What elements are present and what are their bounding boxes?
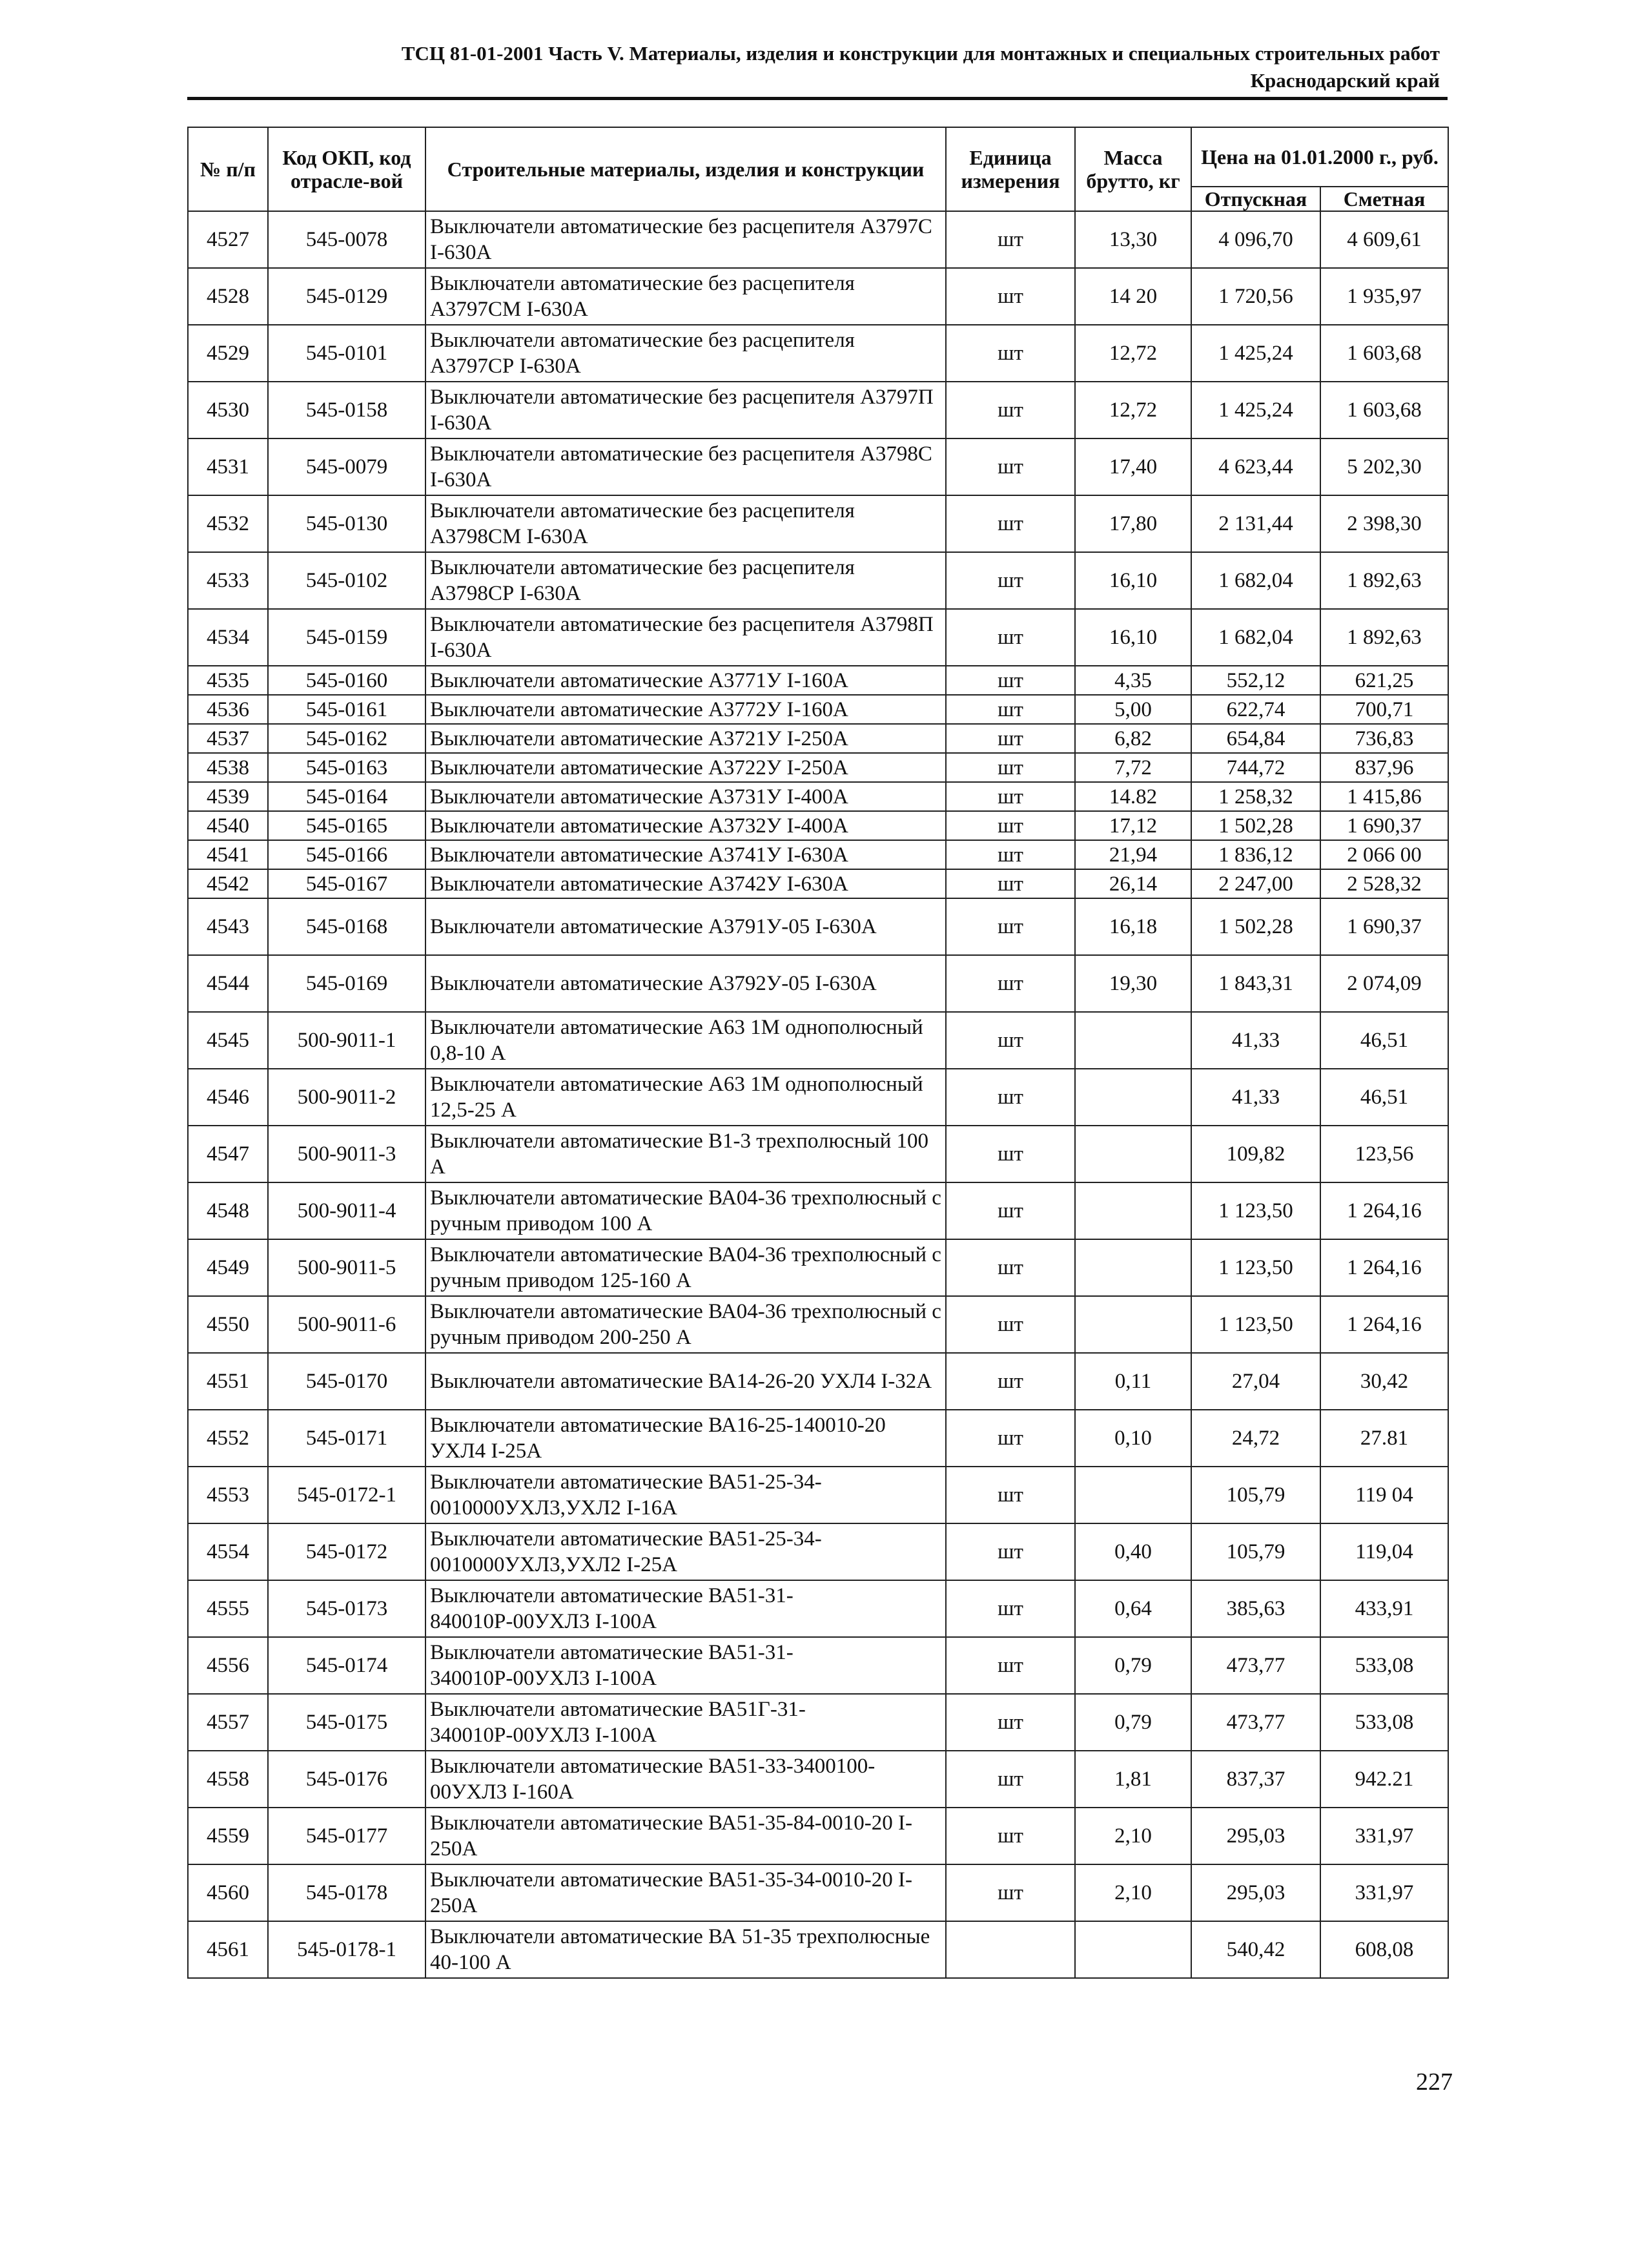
table-row [188,955,1448,1012]
cell-release-price: 2 247,00 [1191,869,1320,898]
cell-release-price: 1 123,50 [1191,1296,1320,1353]
cell-code: 545-0171 [268,1410,425,1467]
cell-num: 4548 [188,1182,268,1239]
cell-code: 545-0164 [268,782,425,811]
cell-release-price: 1 425,24 [1191,325,1320,382]
cell-code: 545-0159 [268,609,425,666]
cell-estimate-price: 46,51 [1320,1012,1448,1069]
cell-num: 4558 [188,1751,268,1808]
cell-mass: 12,72 [1075,382,1191,438]
col-header-unit: Единица измерения [946,127,1075,211]
cell-code: 545-0161 [268,695,425,724]
table-row [188,382,1448,438]
table-row [188,552,1448,609]
cell-code: 500-9011-5 [268,1239,425,1296]
cell-release-price: 1 843,31 [1191,955,1320,1012]
cell-name: Выключатели автоматические без расцепителя А3798С I-630А [425,438,946,495]
cell-unit: шт [946,1864,1075,1921]
cell-num: 4543 [188,898,268,955]
cell-mass: 16,18 [1075,898,1191,955]
cell-num: 4554 [188,1523,268,1580]
table-row [188,1523,1448,1580]
cell-estimate-price: 533,08 [1320,1694,1448,1751]
cell-num: 4561 [188,1921,268,1978]
cell-unit: шт [946,1523,1075,1580]
cell-code: 500-9011-4 [268,1182,425,1239]
cell-name: Выключатели автоматические ВА04-36 трехполюсный с ручным приводом 200-250 А [425,1296,946,1353]
cell-mass: 13,30 [1075,211,1191,268]
cell-unit: шт [946,1467,1075,1523]
cell-unit: шт [946,1182,1075,1239]
cell-estimate-price: 433,91 [1320,1580,1448,1637]
cell-release-price: 24,72 [1191,1410,1320,1467]
cell-unit: шт [946,1410,1075,1467]
cell-release-price: 4 623,44 [1191,438,1320,495]
cell-unit: шт [946,1239,1075,1296]
table-row [188,609,1448,666]
cell-mass [1075,1126,1191,1182]
table-header [188,127,1448,211]
cell-num: 4532 [188,495,268,552]
cell-mass: 5,00 [1075,695,1191,724]
cell-mass: 17,40 [1075,438,1191,495]
cell-num: 4537 [188,724,268,753]
cell-release-price: 41,33 [1191,1069,1320,1126]
col-header-price: Цена на 01.01.2000 г., руб. [1191,127,1448,187]
cell-code: 500-9011-6 [268,1296,425,1353]
cell-name: Выключатели автоматические А3741У I-630А [425,840,946,869]
cell-unit: шт [946,1069,1075,1126]
cell-num: 4547 [188,1126,268,1182]
cell-name: Выключатели автоматические ВА04-36 трехполюсный с ручным приводом 100 А [425,1182,946,1239]
cell-num: 4559 [188,1808,268,1864]
cell-num: 4541 [188,840,268,869]
cell-num: 4545 [188,1012,268,1069]
cell-code: 545-0101 [268,325,425,382]
cell-release-price: 295,03 [1191,1808,1320,1864]
cell-estimate-price: 123,56 [1320,1126,1448,1182]
cell-code: 545-0166 [268,840,425,869]
cell-name: Выключатели автоматические А3771У I-160А [425,666,946,695]
cell-estimate-price: 1 415,86 [1320,782,1448,811]
table-row [188,495,1448,552]
table-row [188,1751,1448,1808]
table-row [188,782,1448,811]
table-row [188,1296,1448,1353]
cell-unit: шт [946,1751,1075,1808]
col-header-mass: Масса брутто, кг [1075,127,1191,211]
cell-num: 4549 [188,1239,268,1296]
table-row [188,1126,1448,1182]
cell-mass: 16,10 [1075,609,1191,666]
cell-num: 4552 [188,1410,268,1467]
cell-release-price: 105,79 [1191,1467,1320,1523]
cell-mass: 0,79 [1075,1637,1191,1694]
cell-code: 545-0169 [268,955,425,1012]
cell-unit: шт [946,840,1075,869]
cell-mass: 6,82 [1075,724,1191,753]
cell-name: Выключатели автоматические без расцепителя А3798СМ I-630А [425,495,946,552]
cell-name: Выключатели автоматические без расцепителя А3798П I-630А [425,609,946,666]
cell-unit: шт [946,666,1075,695]
cell-num: 4546 [188,1069,268,1126]
cell-unit: шт [946,955,1075,1012]
cell-name: Выключатели автоматические ВА04-36 трехполюсный с ручным приводом 125-160 А [425,1239,946,1296]
cell-estimate-price: 533,08 [1320,1637,1448,1694]
cell-unit: шт [946,609,1075,666]
cell-unit: шт [946,869,1075,898]
cell-estimate-price: 1 264,16 [1320,1182,1448,1239]
cell-estimate-price: 1 690,37 [1320,811,1448,840]
cell-code: 545-0079 [268,438,425,495]
cell-release-price: 552,12 [1191,666,1320,695]
page-number: 227 [1416,2068,1453,2096]
cell-unit [946,1921,1075,1978]
cell-code: 545-0160 [268,666,425,695]
cell-mass: 21,94 [1075,840,1191,869]
cell-estimate-price: 30,42 [1320,1353,1448,1410]
cell-release-price: 1 682,04 [1191,552,1320,609]
cell-estimate-price: 1 935,97 [1320,268,1448,325]
table-row [188,1808,1448,1864]
cell-code: 545-0178-1 [268,1921,425,1978]
cell-num: 4551 [188,1353,268,1410]
cell-num: 4555 [188,1580,268,1637]
cell-estimate-price: 1 690,37 [1320,898,1448,955]
cell-unit: шт [946,1012,1075,1069]
cell-code: 545-0130 [268,495,425,552]
cell-name: Выключатели автоматические ВА51-31-840010Р-00УХЛ3 I-100А [425,1580,946,1637]
table-row [188,1694,1448,1751]
cell-unit: шт [946,268,1075,325]
table-row [188,1467,1448,1523]
cell-release-price: 744,72 [1191,753,1320,782]
cell-mass: 7,72 [1075,753,1191,782]
cell-name: Выключатели автоматические А3731У I-400А [425,782,946,811]
cell-code: 545-0167 [268,869,425,898]
cell-mass: 2,10 [1075,1864,1191,1921]
table-row [188,1353,1448,1410]
cell-code: 545-0162 [268,724,425,753]
cell-release-price: 109,82 [1191,1126,1320,1182]
cell-name: Выключатели автоматические без расцепителя А3798СР I-630А [425,552,946,609]
table-body [188,211,1448,1978]
cell-name: Выключатели автоматические ВА16-25-140010-20 УХЛ4 I-25А [425,1410,946,1467]
cell-release-price: 1 258,32 [1191,782,1320,811]
table-row [188,1069,1448,1126]
cell-release-price: 1 425,24 [1191,382,1320,438]
table-row [188,840,1448,869]
cell-estimate-price: 46,51 [1320,1069,1448,1126]
cell-code: 545-0173 [268,1580,425,1637]
cell-unit: шт [946,811,1075,840]
cell-name: Выключатели автоматические ВА51Г-31-340010Р-00УХЛ3 I-100А [425,1694,946,1751]
cell-release-price: 385,63 [1191,1580,1320,1637]
cell-mass: 19,30 [1075,955,1191,1012]
table-row [188,666,1448,695]
cell-unit: шт [946,1637,1075,1694]
cell-estimate-price: 700,71 [1320,695,1448,724]
cell-estimate-price: 5 202,30 [1320,438,1448,495]
cell-estimate-price: 2 528,32 [1320,869,1448,898]
cell-code: 545-0176 [268,1751,425,1808]
cell-code: 545-0158 [268,382,425,438]
cell-estimate-price: 736,83 [1320,724,1448,753]
cell-estimate-price: 2 398,30 [1320,495,1448,552]
cell-unit: шт [946,898,1075,955]
cell-release-price: 1 502,28 [1191,898,1320,955]
cell-unit: шт [946,438,1075,495]
cell-mass: 0,10 [1075,1410,1191,1467]
cell-release-price: 473,77 [1191,1637,1320,1694]
cell-unit: шт [946,1353,1075,1410]
cell-code: 545-0174 [268,1637,425,1694]
cell-unit: шт [946,552,1075,609]
table-row [188,211,1448,268]
cell-estimate-price: 608,08 [1320,1921,1448,1978]
cell-release-price: 4 096,70 [1191,211,1320,268]
table-row [188,1239,1448,1296]
cell-num: 4553 [188,1467,268,1523]
cell-estimate-price: 942.21 [1320,1751,1448,1808]
cell-code: 545-0165 [268,811,425,840]
cell-unit: шт [946,1296,1075,1353]
col-header-estimate: Сметная [1320,187,1448,211]
cell-estimate-price: 1 892,63 [1320,552,1448,609]
cell-mass: 16,10 [1075,552,1191,609]
table-row [188,811,1448,840]
cell-unit: шт [946,1580,1075,1637]
cell-num: 4557 [188,1694,268,1751]
cell-release-price: 540,42 [1191,1921,1320,1978]
cell-mass: 2,10 [1075,1808,1191,1864]
cell-estimate-price: 1 892,63 [1320,609,1448,666]
cell-name: Выключатели автоматические А3791У-05 I-630А [425,898,946,955]
cell-mass: 14.82 [1075,782,1191,811]
cell-mass: 0,40 [1075,1523,1191,1580]
cell-estimate-price: 1 603,68 [1320,382,1448,438]
cell-num: 4535 [188,666,268,695]
page-header [187,40,1440,94]
col-header-num: № п/п [188,127,268,211]
cell-release-price: 837,37 [1191,1751,1320,1808]
cell-name: Выключатели автоматические без расцепителя А3797СМ I-630А [425,268,946,325]
cell-estimate-price: 119,04 [1320,1523,1448,1580]
cell-release-price: 41,33 [1191,1012,1320,1069]
cell-code: 545-0163 [268,753,425,782]
cell-release-price: 1 720,56 [1191,268,1320,325]
cell-num: 4533 [188,552,268,609]
cell-num: 4527 [188,211,268,268]
cell-estimate-price: 2 066 00 [1320,840,1448,869]
col-header-release: Отпускная [1191,187,1320,211]
cell-estimate-price: 331,97 [1320,1808,1448,1864]
cell-name: Выключатели автоматические В1-3 трехполюсный 100 А [425,1126,946,1182]
cell-code: 545-0175 [268,1694,425,1751]
table-row [188,1182,1448,1239]
cell-unit: шт [946,495,1075,552]
table-row [188,753,1448,782]
cell-name: Выключатели автоматические А3772У I-160А [425,695,946,724]
cell-code: 500-9011-1 [268,1012,425,1069]
cell-release-price: 1 836,12 [1191,840,1320,869]
cell-name: Выключатели автоматические А63 1М однополюсный 12,5-25 А [425,1069,946,1126]
cell-estimate-price: 2 074,09 [1320,955,1448,1012]
cell-mass: 0,64 [1075,1580,1191,1637]
cell-name: Выключатели автоматические без расцепителя А3797С I-630А [425,211,946,268]
price-table [187,127,1449,1979]
table-row [188,268,1448,325]
cell-mass: 12,72 [1075,325,1191,382]
header-rule [187,97,1448,100]
cell-mass: 14 20 [1075,268,1191,325]
cell-unit: шт [946,1808,1075,1864]
col-header-code: Код ОКП, код отрасле-вой [268,127,425,211]
cell-estimate-price: 837,96 [1320,753,1448,782]
cell-estimate-price: 119 04 [1320,1467,1448,1523]
table-row [188,724,1448,753]
cell-code: 500-9011-3 [268,1126,425,1182]
cell-estimate-price: 331,97 [1320,1864,1448,1921]
cell-name: Выключатели автоматические А63 1М однополюсный 0,8-10 А [425,1012,946,1069]
cell-name: Выключатели автоматические А3722У I-250А [425,753,946,782]
cell-mass [1075,1182,1191,1239]
cell-num: 4556 [188,1637,268,1694]
cell-num: 4542 [188,869,268,898]
table-row [188,438,1448,495]
cell-name: Выключатели автоматические ВА51-25-34-0010000УХЛ3,УХЛ2 I-25А [425,1523,946,1580]
table-row [188,1580,1448,1637]
table-row [188,1864,1448,1921]
cell-mass [1075,1069,1191,1126]
cell-name: Выключатели автоматические без расцепителя А3797П I-630А [425,382,946,438]
cell-code: 545-0168 [268,898,425,955]
col-header-name: Строительные материалы, изделия и конструкции [425,127,946,211]
cell-unit: шт [946,1126,1075,1182]
cell-mass: 17,80 [1075,495,1191,552]
cell-num: 4550 [188,1296,268,1353]
cell-mass: 1,81 [1075,1751,1191,1808]
cell-unit: шт [946,753,1075,782]
cell-release-price: 2 131,44 [1191,495,1320,552]
cell-code: 545-0177 [268,1808,425,1864]
cell-name: Выключатели автоматические ВА14-26-20 УХЛ4 I-32А [425,1353,946,1410]
table-row [188,1637,1448,1694]
table-row [188,325,1448,382]
cell-release-price: 1 502,28 [1191,811,1320,840]
cell-unit: шт [946,382,1075,438]
cell-num: 4540 [188,811,268,840]
table-row [188,1921,1448,1978]
cell-code: 545-0170 [268,1353,425,1410]
cell-release-price: 654,84 [1191,724,1320,753]
cell-release-price: 473,77 [1191,1694,1320,1751]
table-row [188,1410,1448,1467]
cell-unit: шт [946,724,1075,753]
cell-code: 545-0078 [268,211,425,268]
cell-estimate-price: 1 603,68 [1320,325,1448,382]
cell-code: 545-0102 [268,552,425,609]
cell-name: Выключатели автоматические А3732У I-400А [425,811,946,840]
cell-estimate-price: 4 609,61 [1320,211,1448,268]
cell-estimate-price: 1 264,16 [1320,1296,1448,1353]
table-row [188,898,1448,955]
cell-name: Выключатели автоматические ВА51-25-34-0010000УХЛ3,УХЛ2 I-16А [425,1467,946,1523]
cell-release-price: 1 123,50 [1191,1239,1320,1296]
cell-release-price: 27,04 [1191,1353,1320,1410]
cell-estimate-price: 27.81 [1320,1410,1448,1467]
cell-num: 4530 [188,382,268,438]
cell-mass: 0,11 [1075,1353,1191,1410]
cell-release-price: 105,79 [1191,1523,1320,1580]
cell-name: Выключатели автоматические ВА 51-35 трехполюсные 40-100 А [425,1921,946,1978]
header-title: ТСЦ 81-01-2001 Часть V. Материалы, изделия и конструкции для монтажных и специальных строительных работ [401,42,1440,65]
cell-num: 4534 [188,609,268,666]
cell-code: 500-9011-2 [268,1069,425,1126]
cell-name: Выключатели автоматические ВА51-31-340010Р-00УХЛ3 I-100А [425,1637,946,1694]
cell-num: 4536 [188,695,268,724]
cell-estimate-price: 621,25 [1320,666,1448,695]
cell-mass [1075,1239,1191,1296]
cell-release-price: 1 682,04 [1191,609,1320,666]
cell-num: 4531 [188,438,268,495]
cell-unit: шт [946,695,1075,724]
cell-unit: шт [946,1694,1075,1751]
cell-num: 4538 [188,753,268,782]
cell-name: Выключатели автоматические ВА51-35-34-0010-20 I-250А [425,1864,946,1921]
cell-code: 545-0178 [268,1864,425,1921]
cell-name: Выключатели автоматические ВА51-33-3400100-00УХЛ3 I-160А [425,1751,946,1808]
cell-mass: 4,35 [1075,666,1191,695]
cell-mass: 0,79 [1075,1694,1191,1751]
cell-unit: шт [946,782,1075,811]
header-region: Краснодарский край [1250,69,1440,92]
cell-mass: 17,12 [1075,811,1191,840]
table-row [188,695,1448,724]
cell-unit: шт [946,211,1075,268]
cell-mass: 26,14 [1075,869,1191,898]
cell-release-price: 622,74 [1191,695,1320,724]
cell-release-price: 1 123,50 [1191,1182,1320,1239]
cell-name: Выключатели автоматические А3742У I-630А [425,869,946,898]
cell-name: Выключатели автоматические А3721У I-250А [425,724,946,753]
cell-num: 4560 [188,1864,268,1921]
cell-mass [1075,1296,1191,1353]
cell-code: 545-0172 [268,1523,425,1580]
cell-num: 4528 [188,268,268,325]
cell-estimate-price: 1 264,16 [1320,1239,1448,1296]
cell-mass [1075,1921,1191,1978]
cell-unit: шт [946,325,1075,382]
cell-code: 545-0129 [268,268,425,325]
cell-num: 4544 [188,955,268,1012]
cell-name: Выключатели автоматические без расцепителя А3797СР I-630А [425,325,946,382]
cell-num: 4539 [188,782,268,811]
cell-mass [1075,1467,1191,1523]
cell-mass [1075,1012,1191,1069]
table-row [188,869,1448,898]
table-row [188,1012,1448,1069]
cell-num: 4529 [188,325,268,382]
cell-name: Выключатели автоматические А3792У-05 I-630А [425,955,946,1012]
cell-name: Выключатели автоматические ВА51-35-84-0010-20 I-250А [425,1808,946,1864]
cell-release-price: 295,03 [1191,1864,1320,1921]
cell-code: 545-0172-1 [268,1467,425,1523]
